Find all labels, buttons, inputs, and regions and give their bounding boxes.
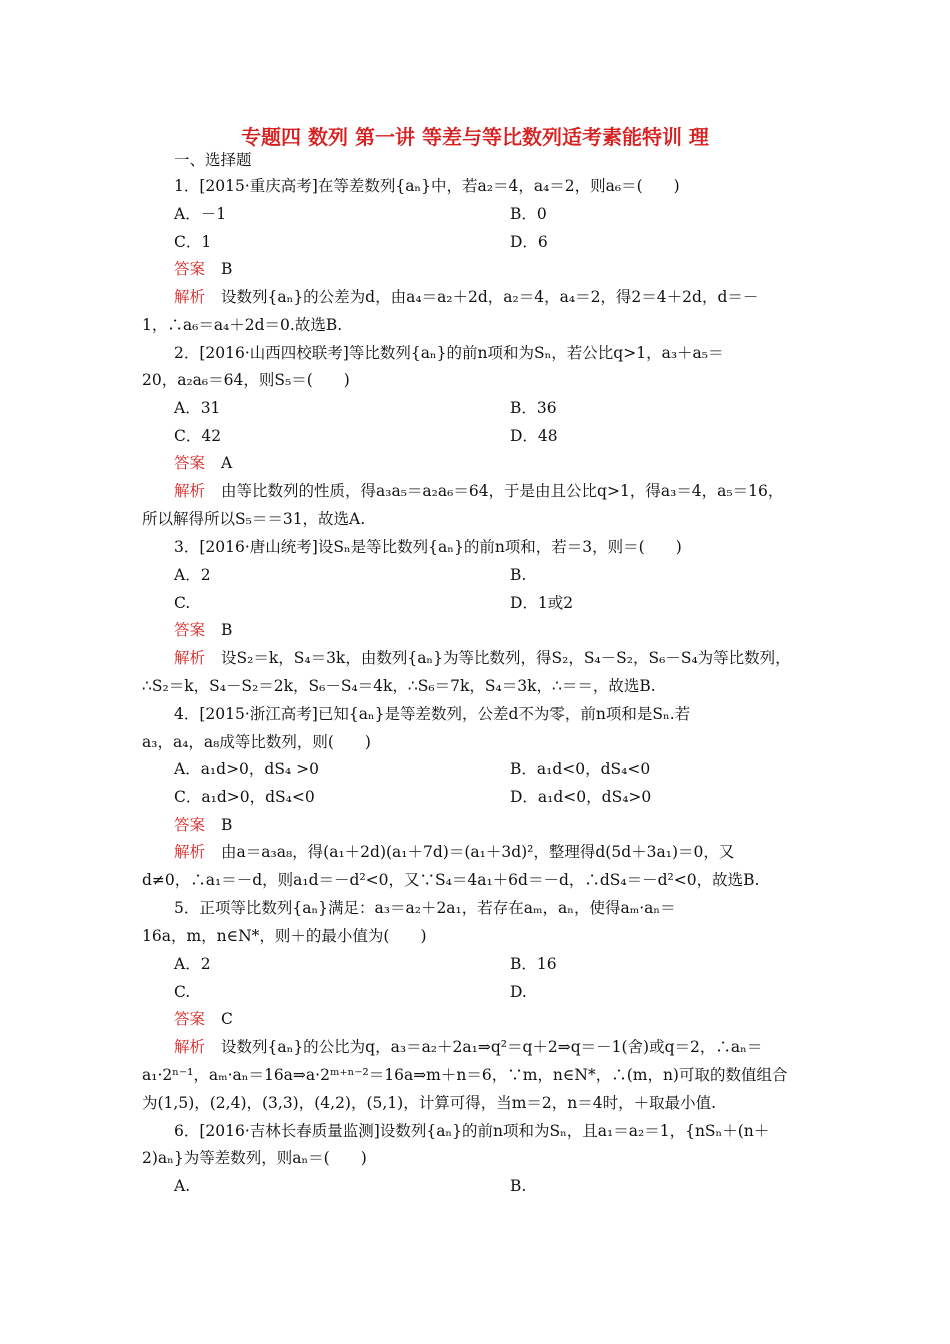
question-4-option-b: B．a₁d<0，dS₄<0 [510, 760, 651, 778]
question-3-option-c: C. [174, 594, 191, 612]
question-2-stem-cont: 20，a₂a₆＝64，则S₅＝( ) [142, 371, 350, 389]
question-5-answer [174, 1009, 233, 1029]
question-2-option-b: B．36 [510, 399, 557, 417]
question-5-option-a: A．2 [174, 955, 211, 973]
question-4-analysis [174, 842, 734, 862]
question-1-analysis [174, 287, 758, 307]
answer-label: 答案 [174, 260, 206, 278]
question-3-analysis-cont: ∴S₂＝k，S₄－S₂＝2k，S₆－S₄＝4k，∴S₆＝7k，S₄＝3k，∴＝＝，故选B. [142, 677, 656, 695]
question-4-option-c: C．a₁d>0，dS₄<0 [174, 788, 315, 806]
answer-label: 答案 [174, 1010, 206, 1028]
page-title: 专题四 数列 第一讲 等差与等比数列适考素能特训 理 [241, 125, 709, 149]
answer-label: 答案 [174, 454, 206, 472]
question-2-answer [174, 453, 232, 473]
question-6-stem: 6．[2016·吉林长春质量监测]设数列{aₙ}的前n项和为Sₙ，且a₁＝a₂＝1，{nSₙ＋(n＋ [174, 1122, 770, 1140]
question-4-stem: 4．[2015·浙江高考]已知{aₙ}是等差数列，公差d不为零，前n项和是Sₙ.若 [174, 705, 691, 723]
question-5-analysis [174, 1037, 762, 1057]
question-5-analysis-cont: a₁·2ⁿ⁻¹，aₘ·aₙ＝16a⇒a·2ᵐ⁺ⁿ⁻²＝16a⇒m＋n＝6，∵m，n∈N*，∴(m，n)可取的数值组合 [142, 1066, 788, 1084]
answer-value: B [221, 816, 233, 834]
question-5-analysis-cont: 为(1,5)，(2,4)，(3,3)，(4,2)，(5,1)，计算可得，当m＝2，n＝4时，＋取最小值. [142, 1094, 717, 1112]
question-6-option-b: B. [510, 1177, 527, 1195]
question-1-option-b: B．0 [510, 205, 547, 223]
question-5-option-b: B．16 [510, 955, 557, 973]
question-1-option-c: C．1 [174, 233, 212, 251]
question-2-analysis-cont: 所以解得所以S₅＝＝31，故选A. [142, 510, 366, 528]
question-3-stem: 3．[2016·唐山统考]设Sₙ是等比数列{aₙ}的前n项和，若＝3，则＝( ) [174, 538, 682, 556]
question-2-option-a: A．31 [174, 399, 221, 417]
question-3-answer [174, 620, 232, 640]
analysis-text: 设数列{aₙ}的公比为q，a₃＝a₂＋2a₁⇒q²＝q＋2⇒q＝－1(舍)或q＝2，∴aₙ＝ [221, 1038, 763, 1056]
question-2-option-c: C．42 [174, 427, 222, 445]
question-1-answer [174, 259, 232, 279]
question-3-analysis [174, 648, 791, 668]
answer-value: C [221, 1010, 233, 1028]
question-5-stem-cont: 16a，m，n∈N*，则＋的最小值为( ) [142, 927, 427, 945]
question-5-option-c: C. [174, 983, 191, 1001]
answer-value: B [221, 621, 233, 639]
analysis-text: 由等比数列的性质，得a₃a₅＝a₂a₆＝64，于是由且公比q>1，得a₃＝4，a₅＝16， [221, 482, 784, 500]
analysis-label: 解析 [174, 482, 206, 500]
question-1-option-d: D．6 [510, 233, 548, 251]
question-3-option-a: A．2 [174, 566, 211, 584]
question-4-option-d: D．a₁d<0，dS₄>0 [510, 788, 652, 806]
question-3-option-d: D．1或2 [510, 594, 574, 612]
question-2-option-d: D．48 [510, 427, 558, 445]
question-1-option-a: A．－1 [174, 205, 227, 223]
analysis-label: 解析 [174, 288, 206, 306]
analysis-text: 设数列{aₙ}的公差为d，由a₄＝a₂＋2d，a₂＝4，a₄＝2，得2＝4＋2d，d＝－ [221, 288, 759, 306]
question-2-stem: 2．[2016·山西四校联考]等比数列{aₙ}的前n项和为Sₙ，若公比q>1，a₃＋a₅＝ [174, 344, 724, 362]
analysis-text: 由a＝a₃a₈，得(a₁＋2d)(a₁＋7d)＝(a₁＋3d)²，整理得d(5d＋3a₁)＝0，又 [221, 843, 735, 861]
question-5-option-d: D. [510, 983, 527, 1001]
question-6-option-a: A. [174, 1177, 191, 1195]
answer-label: 答案 [174, 816, 206, 834]
analysis-label: 解析 [174, 1038, 206, 1056]
question-1-analysis-cont: 1，∴a₆＝a₄＋2d＝0.故选B. [142, 316, 343, 334]
answer-value: A [221, 454, 233, 472]
question-2-analysis [174, 481, 783, 501]
question-4-option-a: A．a₁d>0，dS₄ >0 [174, 760, 319, 778]
answer-value: B [221, 260, 233, 278]
analysis-label: 解析 [174, 649, 206, 667]
question-3-option-b: B. [510, 566, 527, 584]
question-5-stem: 5．正项等比数列{aₙ}满足：a₃＝a₂＋2a₁，若存在aₘ，aₙ，使得aₘ·aₙ＝ [174, 899, 676, 917]
question-4-answer [174, 815, 232, 835]
answer-label: 答案 [174, 621, 206, 639]
analysis-label: 解析 [174, 843, 206, 861]
question-6-stem-cont: 2)aₙ}为等差数列，则aₙ＝( ) [142, 1149, 367, 1167]
question-1-stem: 1．[2015·重庆高考]在等差数列{aₙ}中，若a₂＝4，a₄＝2，则a₆＝( ) [174, 177, 680, 195]
section-heading: 一、选择题 [174, 151, 252, 169]
question-4-stem-cont: a₃，a₄，a₈成等比数列，则( ) [142, 733, 371, 751]
question-4-analysis-cont: d≠0，∴a₁＝－d，则a₁d＝－d²<0，又∵S₄＝4a₁＋6d＝－d，∴dS₄＝－d²<0，故选B. [142, 871, 760, 889]
analysis-text: 设S₂＝k，S₄＝3k，由数列{aₙ}为等比数列，得S₂，S₄－S₂，S₆－S₄为等比数列， [221, 649, 791, 667]
